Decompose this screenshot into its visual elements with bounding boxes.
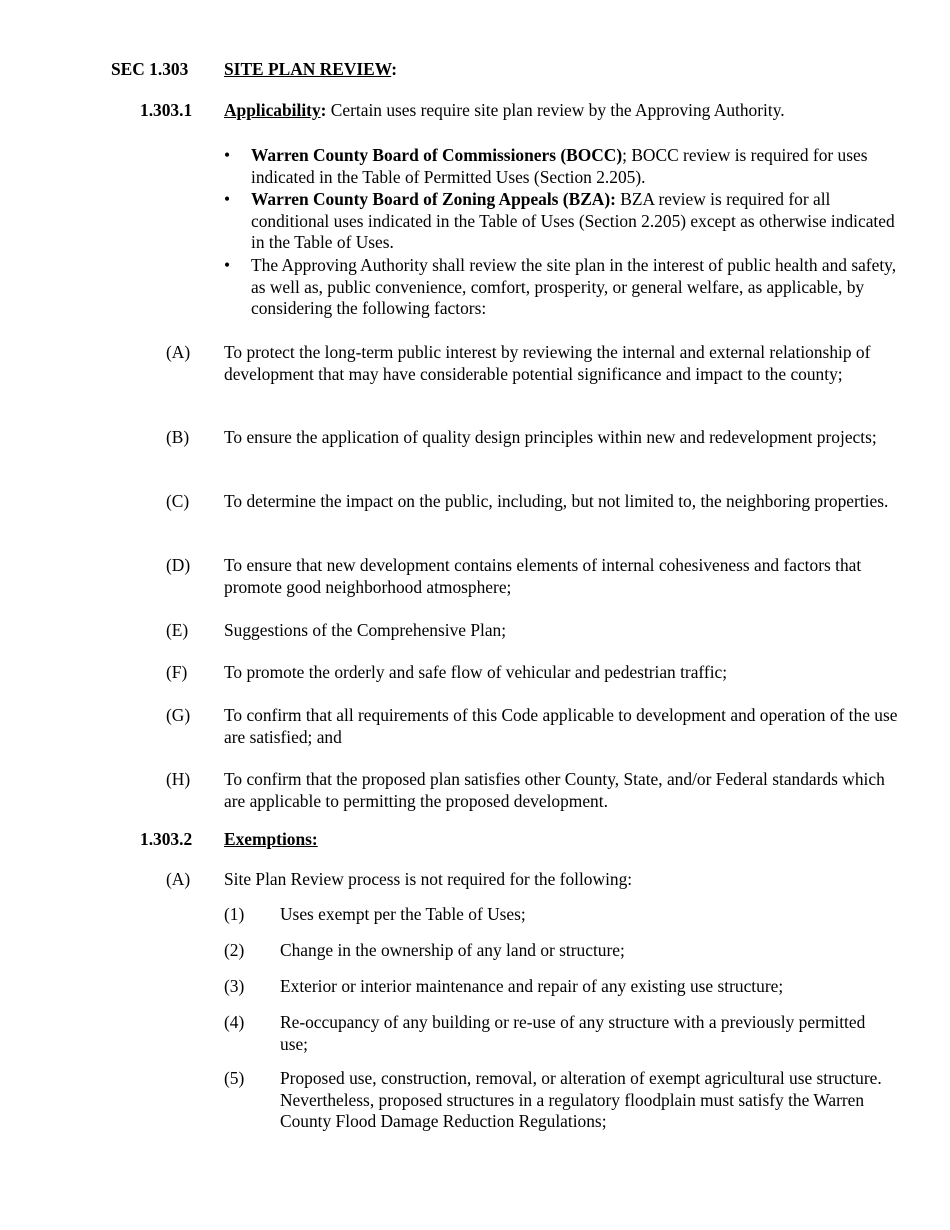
bullet-bold: Warren County Board of Commissioners (BOCC) xyxy=(251,145,623,165)
exemption-number: (3) xyxy=(224,976,245,996)
factor-label: (A) xyxy=(166,342,191,362)
factor-label: (H) xyxy=(166,769,191,789)
section-number: SEC 1.303 xyxy=(111,59,189,79)
subsection-number-applicability: 1.303.1 xyxy=(140,100,193,120)
factor-text: To protect the long-term public interest by reviewing the internal and external relationship of development that may have considerable potential significance and impact to the county; xyxy=(224,342,871,384)
factor-label: (B) xyxy=(166,427,190,447)
factor-label: (D) xyxy=(166,555,191,575)
factor-text: To promote the orderly and safe flow of vehicular and pedestrian traffic; xyxy=(224,662,728,682)
factor-text: To confirm that all requirements of this Code applicable to development and operation of the use are satisfied; and xyxy=(224,705,898,747)
factor-label: (C) xyxy=(166,491,190,511)
bullet-symbol: • xyxy=(224,145,231,165)
factor-label: (G) xyxy=(166,705,191,725)
exemption-item-text: Site Plan Review process is not required for the following: xyxy=(224,869,633,889)
section-title xyxy=(224,59,397,81)
section-title-text: SITE PLAN REVIEW xyxy=(224,59,392,79)
exemption-number: (5) xyxy=(224,1068,245,1088)
applicability-heading-suffix: : xyxy=(320,100,327,120)
bullet-symbol: • xyxy=(224,255,231,275)
exemption-text: Exterior or interior maintenance and repair of any existing use structure; xyxy=(280,976,784,996)
exemption-text: Proposed use, construction, removal, or alteration of exempt agricultural use structure. Nevertheless, proposed structures in a regulatory floodplain must satisfy the Warren County Flood Damage Reduction Regulations; xyxy=(280,1068,882,1131)
factor-label: (E) xyxy=(166,620,189,640)
exemption-number: (4) xyxy=(224,1012,245,1032)
bullet-item-approving-authority xyxy=(251,255,904,320)
bullet-symbol: • xyxy=(224,189,231,209)
applicability-paragraph xyxy=(224,100,904,122)
exemption-number: (2) xyxy=(224,940,245,960)
exemption-item-label: (A) xyxy=(166,869,191,889)
factor-text: To ensure that new development contains elements of internal cohesiveness and factors that promote good neighborhood atmosphere; xyxy=(224,555,862,597)
exemption-text: Uses exempt per the Table of Uses; xyxy=(280,904,526,924)
factor-text: To confirm that the proposed plan satisfies other County, State, and/or Federal standards which are applicable to permitting the proposed development. xyxy=(224,769,885,811)
bullet-text: The Approving Authority shall review the site plan in the interest of public health and safety, as well as, public convenience, comfort, prosperity, or general welfare, as applicable, by considering the following factors: xyxy=(251,255,897,318)
exemption-text: Change in the ownership of any land or structure; xyxy=(280,940,625,960)
bullet-text: ; BOCC review is required for uses indicated in the Table of Permitted Uses (Section 2.205). xyxy=(251,145,868,187)
subsection-number-exemptions: 1.303.2 xyxy=(140,829,193,849)
bullet-item-bocc xyxy=(251,145,904,188)
exemption-number: (1) xyxy=(224,904,245,924)
applicability-heading: Applicability xyxy=(224,100,321,120)
applicability-intro: Certain uses require site plan review by the Approving Authority. xyxy=(326,100,785,120)
bullet-text: BZA review is required for all conditional uses indicated in the Table of Uses (Section 2.205) except as otherwise indicated in the Table of Uses. xyxy=(251,189,895,252)
bullet-item-bza xyxy=(251,189,904,254)
exemption-text: Re-occupancy of any building or re-use of any structure with a previously permitted use; xyxy=(280,1012,866,1054)
exemptions-heading: Exemptions: xyxy=(224,829,318,849)
section-title-suffix: : xyxy=(391,59,397,79)
factor-text: To determine the impact on the public, including, but not limited to, the neighboring properties. xyxy=(224,491,889,511)
factor-label: (F) xyxy=(166,662,188,682)
factor-text: To ensure the application of quality design principles within new and redevelopment projects; xyxy=(224,427,877,447)
factor-text: Suggestions of the Comprehensive Plan; xyxy=(224,620,507,640)
bullet-bold: Warren County Board of Zoning Appeals (BZA): xyxy=(251,189,616,209)
